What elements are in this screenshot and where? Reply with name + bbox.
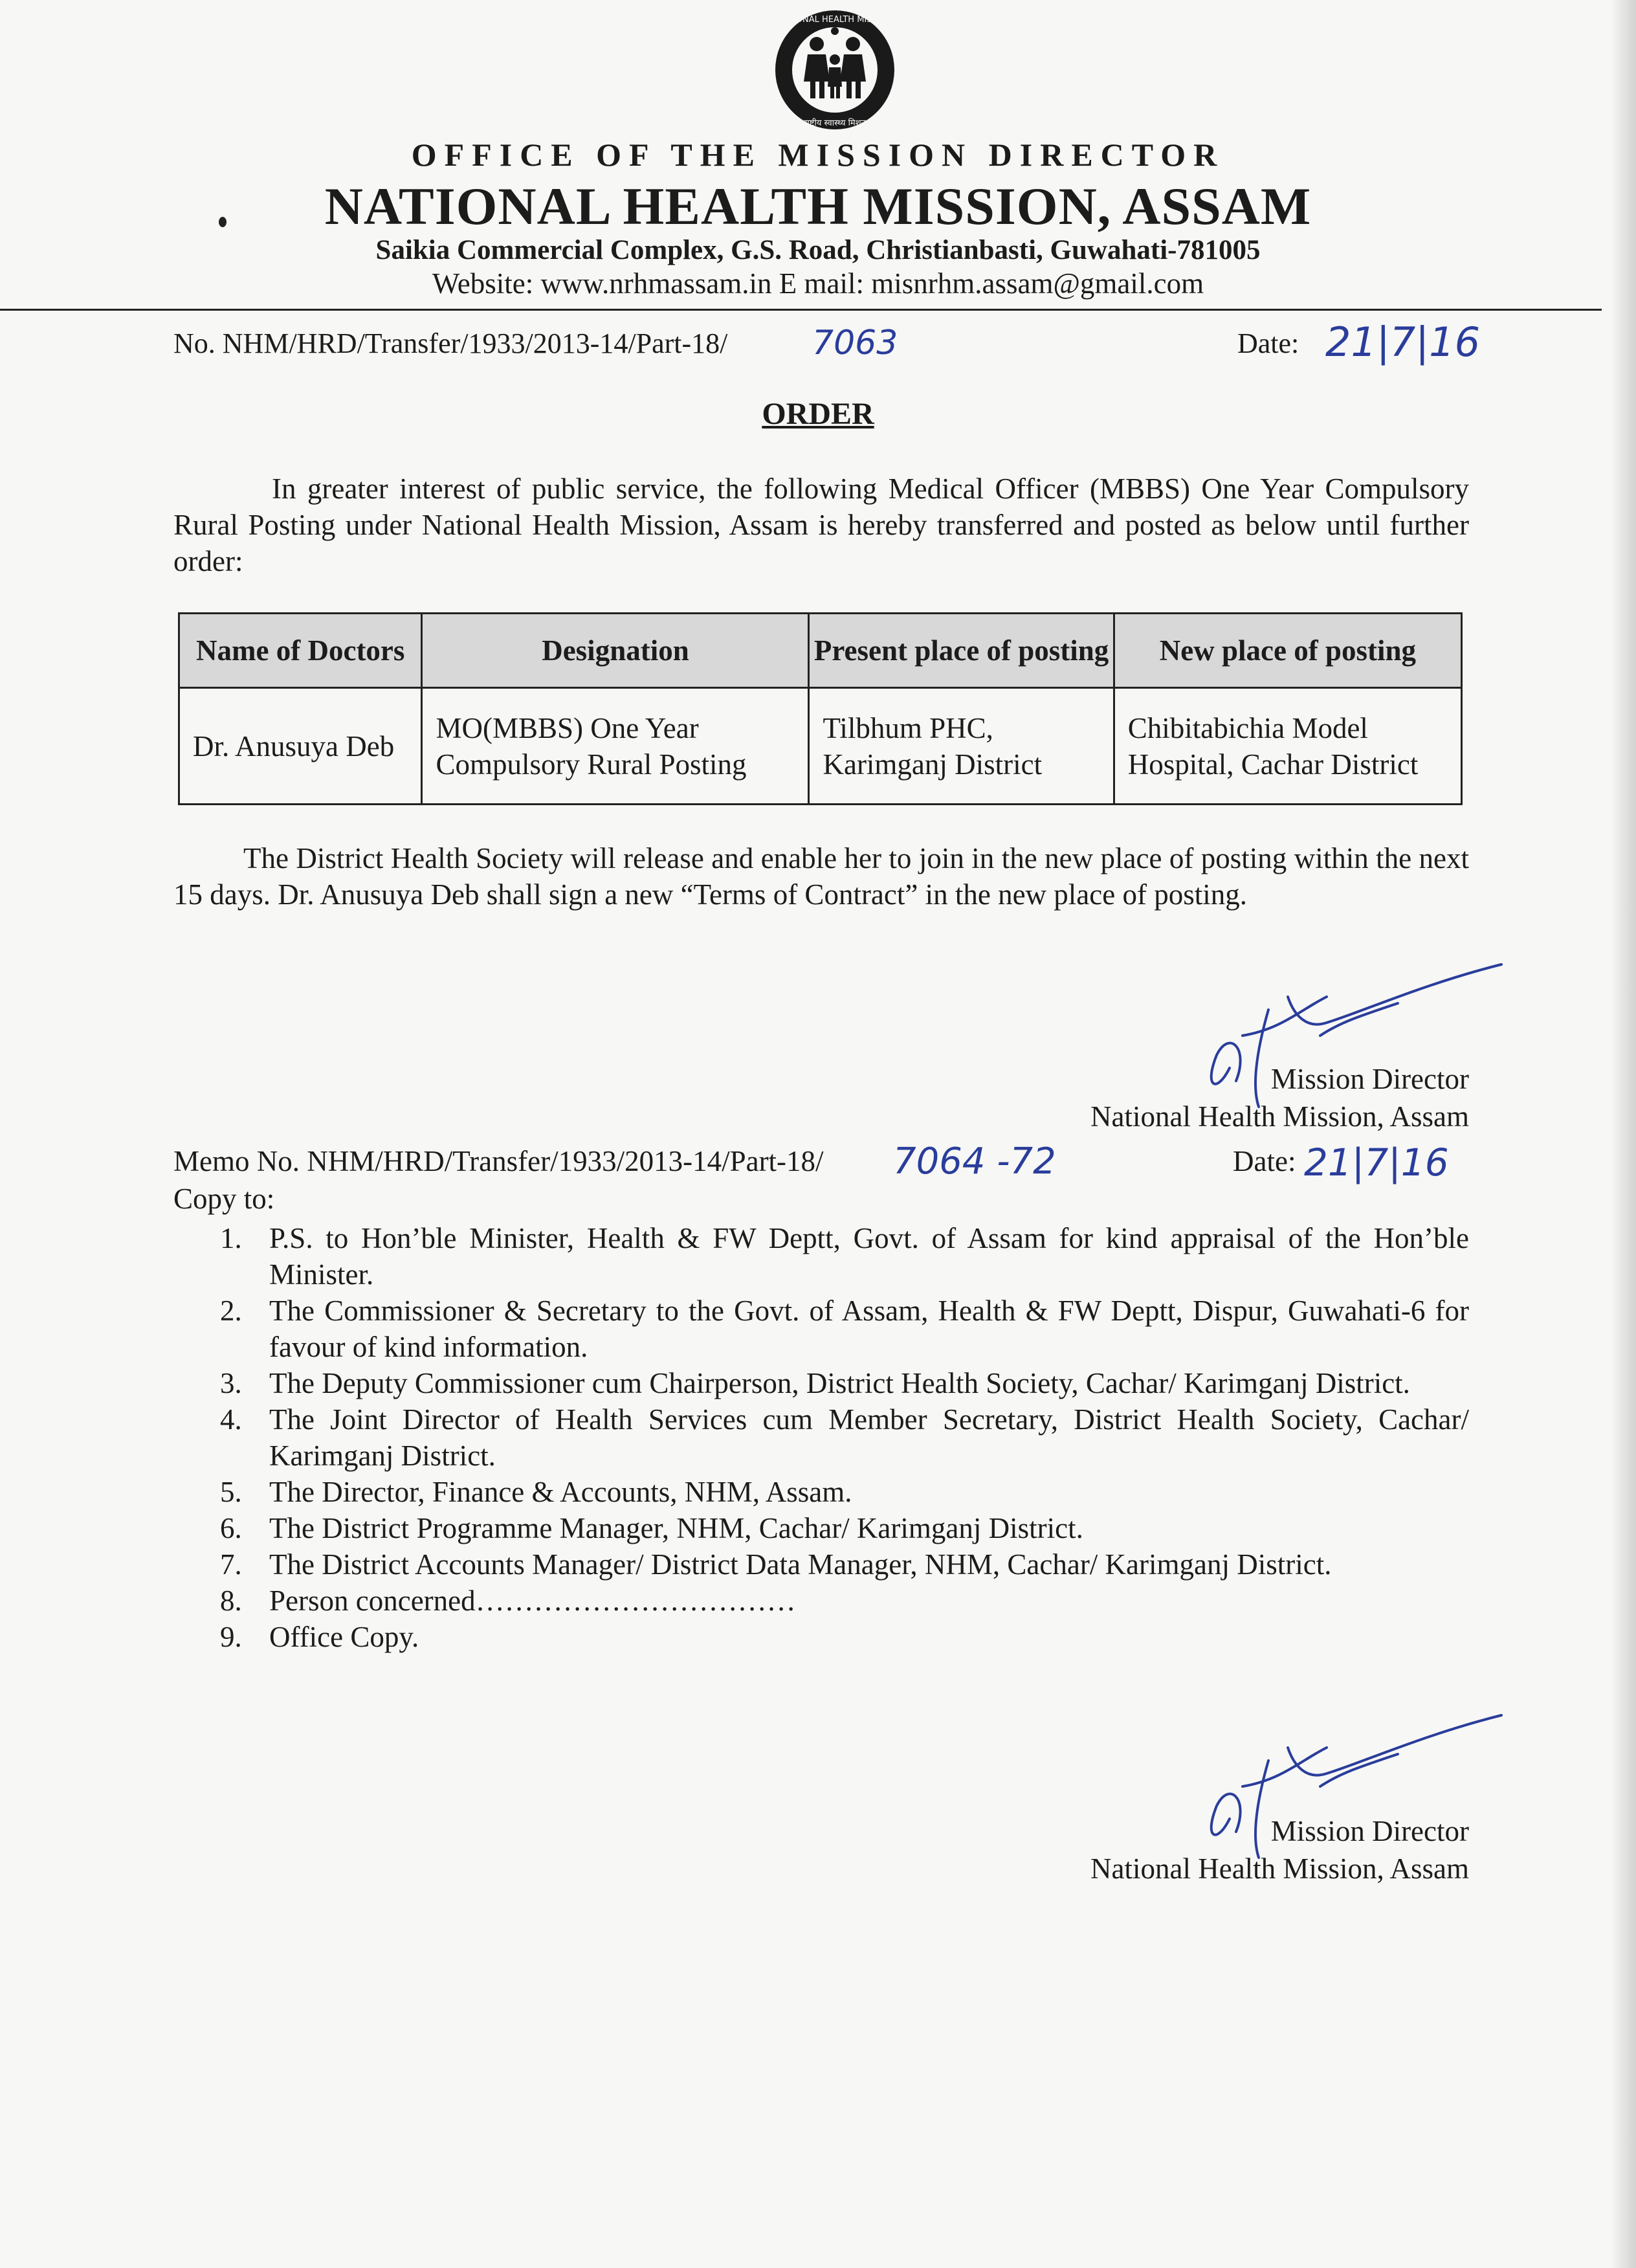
scan-mark (219, 217, 227, 227)
signatory-title: Mission Director (1270, 1063, 1469, 1095)
signatory-org: National Health Mission, Assam (1090, 1852, 1469, 1885)
order-title: ORDER (762, 397, 874, 431)
organization-name: NATIONAL HEALTH MISSION, ASSAM (324, 177, 1312, 236)
contact-line: Website: www.nrhmassam.in E mail: misnrhm.assam@gmail.com (432, 267, 1204, 300)
logo-caption: राष्ट्रीय स्वास्थ्य मिशन (804, 118, 866, 128)
copy-to-label: Copy to: (173, 1183, 275, 1215)
table-header-row (179, 614, 1462, 688)
date-handwritten: 21|7|16 (1325, 318, 1481, 366)
signatory-org: National Health Mission, Assam (1090, 1100, 1469, 1133)
list-item: 2. The Commissioner & Secretary to the Govt. of Assam, Health & FW Deptt, Dispur, Guwahati-6 for favour of kind information. (220, 1295, 1469, 1363)
scan-edge-shadow (1610, 0, 1636, 2268)
list-item: 8. Person concerned…………………………… (220, 1584, 796, 1617)
memo-date-label: Date: (1233, 1145, 1296, 1177)
memo-date-handwritten: 21|7|16 (1304, 1140, 1449, 1184)
signatory-block-1 (1090, 1060, 1469, 1135)
signatory-title: Mission Director (1270, 1815, 1469, 1847)
reference-number: No. NHM/HRD/Transfer/1933/2013-14/Part-18/ (173, 328, 728, 359)
list-item: 1. P.S. to Hon’ble Minister, Health & FW Deptt, Govt. of Assam for kind appraisal of the Hon’ble Minister. (220, 1222, 1469, 1291)
posting-table (178, 612, 1463, 805)
nhm-logo (757, 5, 912, 135)
address-line: Saikia Commercial Complex, G.S. Road, Christianbasti, Guwahati-781005 (375, 235, 1261, 265)
logo-arc-text: NATIONAL HEALTH MISSION (777, 15, 893, 25)
table-header: Name of Doctors (179, 614, 422, 688)
signatory-block-2 (1090, 1812, 1469, 1887)
memo-number-handwritten: 7064 -72 (893, 1140, 1056, 1183)
header-rule (0, 309, 1602, 311)
order-closing: The District Health Society will release and enable her to join in the new place of posting within the next 15 days. Dr. Anusuya Deb shall sign a new “Terms of Contract” in the new place of posting. (173, 842, 1469, 911)
date-label: Date: (1237, 328, 1299, 359)
table-cell-name: Dr. Anusuya Deb (179, 688, 422, 805)
list-item: 7. The District Accounts Manager/ District Data Manager, NHM, Cachar/ Karimganj District. (220, 1548, 1332, 1581)
table-row (179, 688, 1462, 805)
table-cell-new-posting: Chibitabichia Model Hospital, Cachar District (1114, 688, 1461, 805)
reference-number-handwritten: 7063 (812, 324, 898, 362)
list-item: 4. The Joint Director of Health Services cum Member Secretary, District Health Society, Cachar/ Karimganj District. (220, 1403, 1469, 1472)
list-item: 6. The District Programme Manager, NHM, Cachar/ Karimganj District. (220, 1512, 1083, 1544)
memo-number: Memo No. NHM/HRD/Transfer/1933/2013-14/Part-18/ (173, 1145, 824, 1177)
table-header: New place of posting (1114, 614, 1461, 688)
table-header: Designation (422, 614, 809, 688)
office-heading: OFFICE OF THE MISSION DIRECTOR (411, 137, 1225, 173)
list-item: 5. The Director, Finance & Accounts, NHM, Assam. (220, 1476, 852, 1508)
list-item: 9. Office Copy. (220, 1621, 419, 1653)
order-intro: In greater interest of public service, the following Medical Officer (MBBS) One Year Compulsory Rural Posting under National Health Mission, Assam is hereby transferred and posted as below until further order: (173, 472, 1469, 577)
list-item: 3. The Deputy Commissioner cum Chairperson, District Health Society, Cachar/ Karimganj District. (220, 1367, 1410, 1399)
copy-to-list (173, 1220, 1469, 1655)
table-cell-present-posting: Tilbhum PHC, Karimganj District (809, 688, 1114, 805)
table-header: Present place of posting (809, 614, 1114, 688)
table-cell-designation: MO(MBBS) One Year Compulsory Rural Posting (422, 688, 809, 805)
